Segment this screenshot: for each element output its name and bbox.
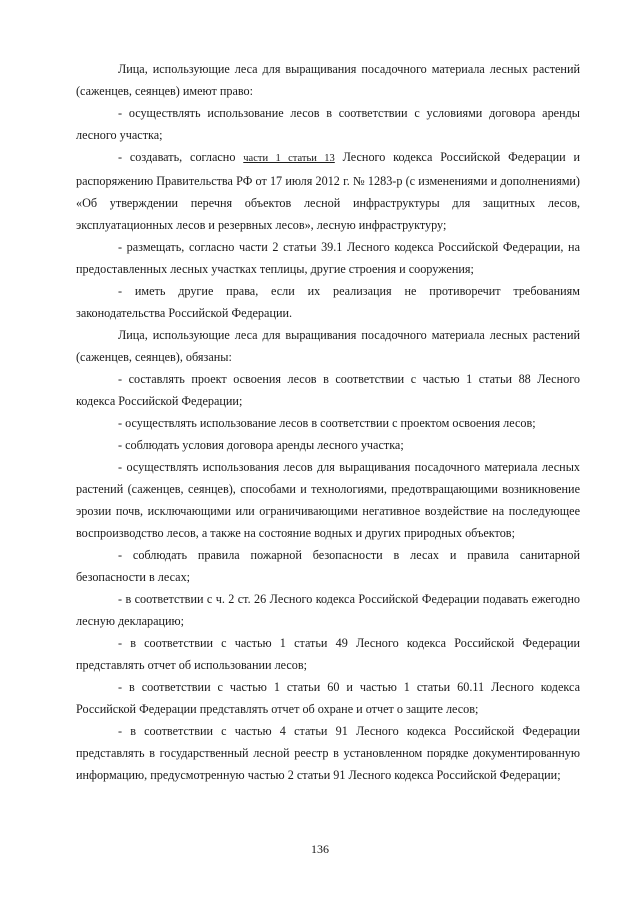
paragraph-use-per-lease: - осуществлять использование лесов в соответствии с условиями договора аренды лесного участка; xyxy=(76,106,580,142)
article-13-link[interactable]: части 1 статьи 13 xyxy=(243,153,335,164)
paragraph-usage-report: - в соответствии с частью 1 статьи 49 Лесного кодекса Российской Федерации представлять отчет об использовании лесов; xyxy=(76,636,580,672)
paragraph-lease-terms: - соблюдать условия договора аренды лесного участка; xyxy=(118,438,404,452)
paragraph-project: - составлять проект освоения лесов в соответствии с частью 1 статьи 88 Лесного кодекса Российской Федерации; xyxy=(76,372,580,408)
paragraph-fire-safety: - соблюдать правила пожарной безопасности в лесах и правила санитарной безопасности в лесах; xyxy=(76,548,580,584)
paragraph-erosion: - осуществлять использования лесов для выращивания посадочного материала лесных растений (саженцев, сеянцев), способами и технологиями, предотвращающими возникновение эрозии почв, исключающими или ограничивающими негативное воздействие на последующее воспроизводство лесов, а также на состояние водных и других природных объектов; xyxy=(76,460,580,540)
page-number: 136 xyxy=(311,842,329,856)
paragraph-infrastructure xyxy=(76,146,580,236)
paragraph-text: - создавать, согласно xyxy=(118,150,244,164)
paragraph-text: Лесного кодекса Российской Федерации и распоряжению Правительства РФ от 17 июля 2012 г. № 1283-р (с изменениями и дополнениями) «Об утверждении перечня объектов лесной инфраструктуры для защитных лесов, эксплуатационных лесов и резервных лесов», лесную инфраструктуру; xyxy=(76,150,580,232)
paragraph-registry: - в соответствии с частью 4 статьи 91 Лесного кодекса Российской Федерации представлять в государственный лесной реестр в установленном порядке документированную информацию, предусмотренную частью 2 статьи 91 Лесного кодекса Российской Федерации; xyxy=(76,724,580,782)
paragraph-use-per-project: - осуществлять использование лесов в соответствии с проектом освоения лесов; xyxy=(118,416,536,430)
paragraph-protection-report: - в соответствии с частью 1 статьи 60 и частью 1 статьи 60.11 Лесного кодекса Российской Федерации представлять отчет об охране и отчет о защите лесов; xyxy=(76,680,580,716)
paragraph-declaration: - в соответствии с ч. 2 ст. 26 Лесного кодекса Российской Федерации подавать ежегодно лесную декларацию; xyxy=(76,592,580,628)
document-body xyxy=(76,58,580,786)
paragraph-obligations-intro: Лица, использующие леса для выращивания посадочного материала лесных растений (саженцев, сеянцев), обязаны: xyxy=(76,328,580,364)
paragraph-other-rights: - иметь другие права, если их реализация не противоречит требованиям законодательства Российской Федерации. xyxy=(76,284,580,320)
paragraph-greenhouses: - размещать, согласно части 2 статьи 39.1 Лесного кодекса Российской Федерации, на предоставленных лесных участках теплицы, другие строения и сооружения; xyxy=(76,240,580,276)
paragraph-rights-intro: Лица, использующие леса для выращивания посадочного материала лесных растений (саженцев, сеянцев) имеют право: xyxy=(76,62,580,98)
